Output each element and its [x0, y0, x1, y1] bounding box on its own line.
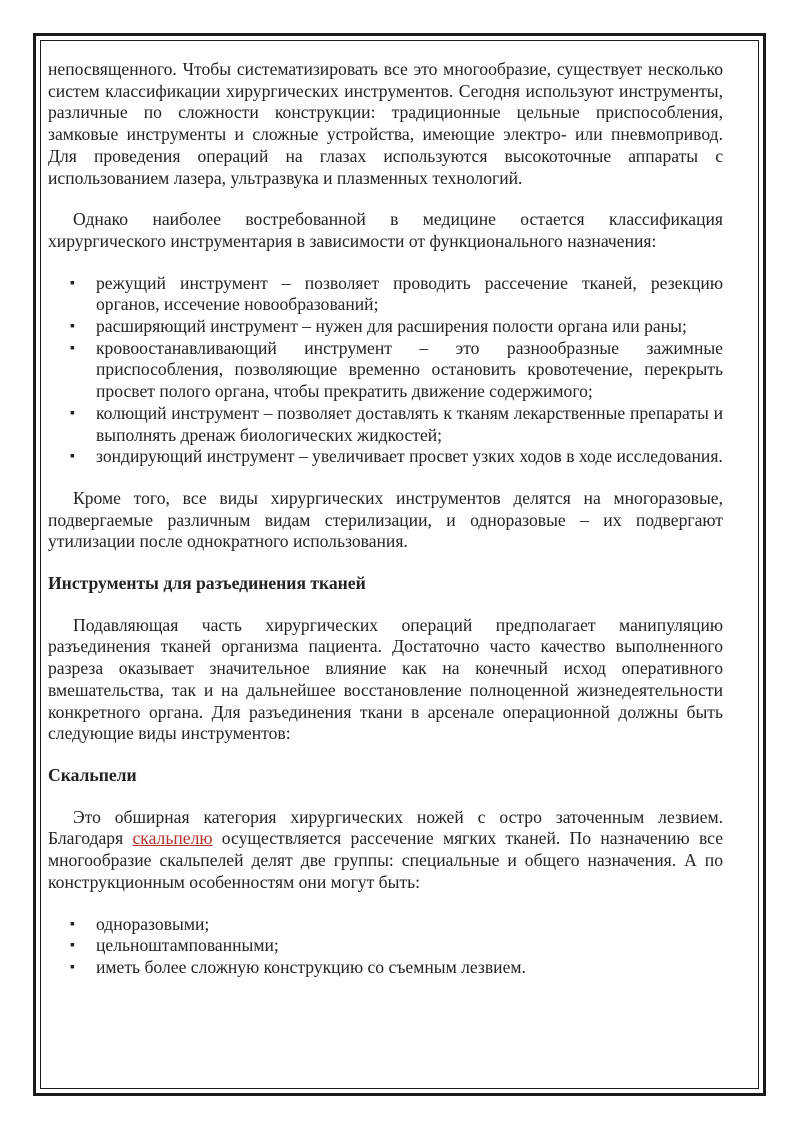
bullet-icon: ▪: [70, 340, 75, 356]
scalpel-types-list: [48, 914, 723, 979]
scalpel-link[interactable]: скальпелю: [132, 828, 213, 849]
section-heading: Скальпели: [48, 764, 137, 785]
bullet-icon: ▪: [70, 275, 75, 291]
list-item: ▪ расширяющий инструмент – нужен для расширения полости органа или раны;: [70, 316, 687, 337]
document-body: [48, 59, 723, 979]
bullet-icon: ▪: [70, 938, 75, 954]
list-item: ▪ цельноштампованными;: [70, 935, 279, 956]
paragraph: Это обширная категория хирургических ножей с остро заточенным лезвием. Благодаря скальпелю осуществляется рассечение мягких тканей. По назначению все многообразие скальпелей делят две группы: специальные и общего назначения. А по конструкционным особенностям они могут быть:: [48, 806, 724, 892]
list-item: ▪ иметь более сложную конструкцию со съемным лезвием.: [70, 956, 526, 977]
paragraph: Кроме того, все виды хирургических инструментов делятся на многоразовые, подвергаемые различным видам стерилизации, и одноразовые – их подвергают утилизации после однократного использования.: [48, 487, 723, 552]
list-item: ▪ зондирующий инструмент – увеличивает просвет узких ходов в ходе исследования.: [70, 446, 723, 467]
bullet-icon: ▪: [70, 916, 75, 932]
bullet-icon: ▪: [70, 959, 75, 975]
list-item: ▪ колющий инструмент – позволяет доставлять к тканям лекарственные препараты и выполнять дренаж биологических жидкостей;: [70, 402, 723, 445]
paragraph: непосвященного. Чтобы систематизировать все это многообразие, существует несколько систем классификации хирургических инструментов. Сегодня используют инструменты, различные по сложности конструкции: традиционные цельные приспособления, замковые инструменты и сложные устройства, имеющие электро- или пневмопривод. Для проведения операций на глазах используются высокоточные аппараты с использованием лазера, ультразвука и плазменных технологий.: [48, 59, 723, 188]
list-item: ▪ кровоостанавливающий инструмент – это разнообразные зажимные приспособления, позволяющие временно остановить кровотечение, перекрыть просвет полого органа, чтобы прекратить движение содержимого;: [70, 337, 723, 402]
bullet-icon: ▪: [70, 405, 75, 421]
list-item: ▪ одноразовыми;: [70, 913, 210, 934]
list-item: ▪ режущий инструмент – позволяет проводить рассечение тканей, резекцию органов, иссечение новообразований;: [70, 272, 723, 315]
section-heading: Инструменты для разъединения тканей: [48, 573, 366, 594]
paragraph: Подавляющая часть хирургических операций предполагает манипуляцию разъединения тканей организма пациента. Достаточно часто качество выполненного разреза оказывает значительное влияние как на конечный исход оперативного вмешательства, так и на дальнейшее восстановление полноценной жизнедеятельности конкретного органа. Для разъединения ткани в арсенале операционной должны быть следующие виды инструментов:: [48, 614, 723, 744]
bullet-icon: ▪: [70, 319, 75, 335]
paragraph: Однако наиболее востребованной в медицине остается классификация хирургического инструментария в зависимости от функционального назначения:: [48, 209, 723, 251]
classification-list: [48, 273, 723, 468]
bullet-icon: ▪: [70, 449, 75, 465]
